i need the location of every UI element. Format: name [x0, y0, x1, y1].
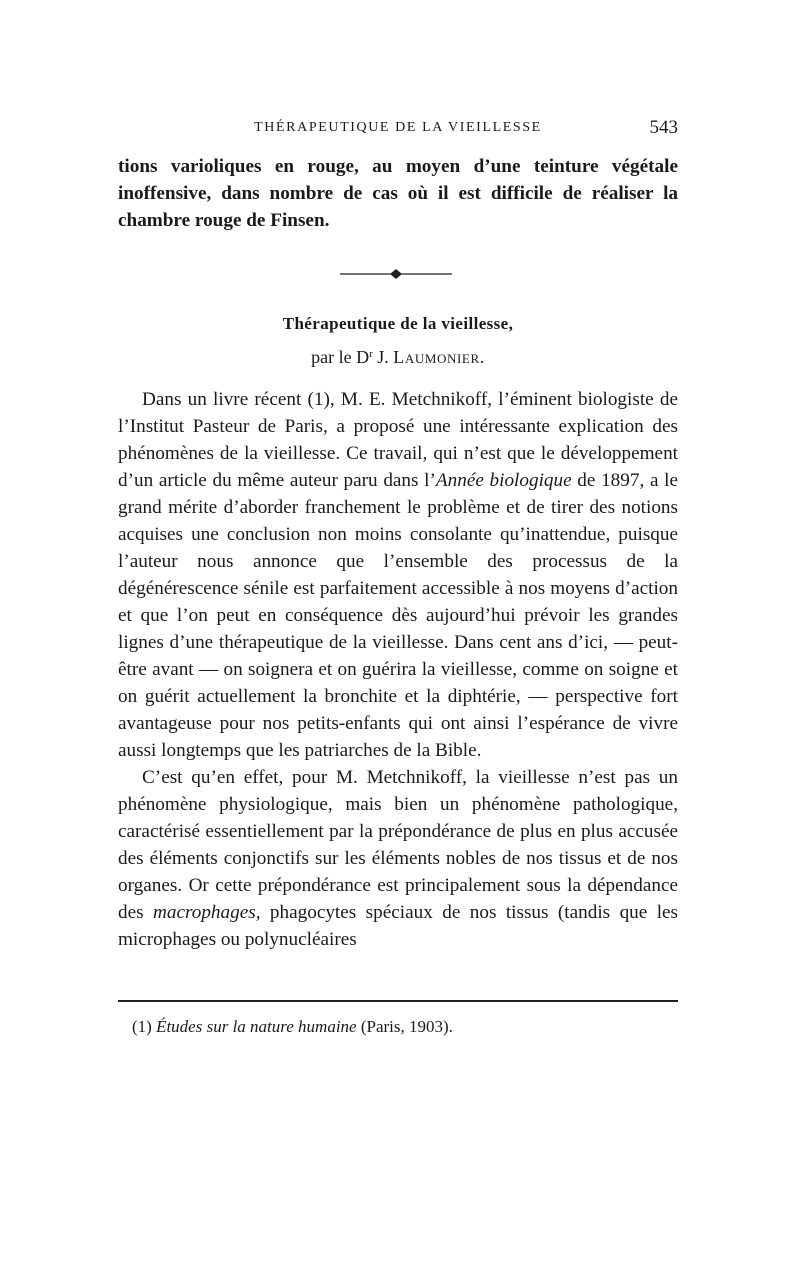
byline-superscript: r — [369, 348, 373, 360]
article-title: Thérapeutique de la vieillesse, — [282, 314, 514, 333]
paragraph — [118, 386, 678, 764]
author-name: Laumonier. — [393, 347, 485, 367]
footnote-text: (Paris, 1903). — [356, 1017, 453, 1036]
page-number: 543 — [649, 117, 678, 138]
paragraph-text: phagocytes spéciaux de nos tissus (tandis que les microphages ou polynucléaires — [118, 902, 679, 950]
byline-initial: J. — [377, 347, 389, 367]
paragraph-text: C’est qu’en effet, pour M. Metchnikoff, la vieillesse n’est pas un phénomène physiologique, mais bien un phénomène pathologique, caractérisé essentiellement par la prépondérance de plus en plus accusée des éléments conjonctifs sur les éléments nobles de nos tissus et de nos organes. Or cette prépondérance est principalement sous la dépendance des — [118, 767, 678, 923]
footnote-italic-title: Études sur la nature humaine — [156, 1017, 357, 1036]
byline-prefix: par le D — [311, 347, 370, 367]
continuation-paragraph: tions varioliques en rouge, au moyen d’une teinture végétale inoffensive, dans nombre de cas où il est difficile de réaliser la chambre rouge de Finsen. — [118, 156, 678, 231]
running-title: THÉRAPEUTIQUE DE LA VIEILLESSE — [254, 120, 542, 135]
footnote — [132, 1017, 672, 1037]
section-divider-ornament — [340, 268, 452, 280]
italic-title: Année biologique — [435, 470, 572, 491]
paragraph-text: de 1897, a le grand mérite d’aborder franchement le problème et de tirer des notions acquises une conclusion non moins consolante qu’inattendue, puisque l’auteur nous annonce que l’ensemble des processus de la dégénérescence sénile est parfaitement accessible à nos moyens d’action et que l’on peut en conséquence dès aujourd’hui prévoir les grandes lignes d’une thérapeutique de la vieillesse. Dans cent ans d’ici, — peut-être avant — on soignera et on guérira la vieillesse, comme on soigne et on guérit actuellement la bronchite et la diphtérie, — perspective fort avantageuse pour nos petits-enfants qui ont ainsi l’espérance de vivre aussi longtemps que les patriarches de la Bible. — [118, 470, 678, 761]
italic-term: macrophages, — [153, 902, 261, 923]
running-head — [118, 118, 678, 140]
footnote-marker: (1) — [132, 1017, 152, 1036]
article-body — [118, 386, 678, 953]
continuation-block — [118, 153, 678, 234]
paragraph-text: Dans un livre récent (1), M. E. Metchnikoff, l’éminent biologiste de l’Institut Pasteur de Paris, a proposé une intéressante explication des phénomènes de la vieillesse. Ce travail, qui n’est que le développement d’un article du même auteur paru dans l’ — [118, 389, 678, 491]
byline — [118, 347, 678, 368]
paragraph — [118, 764, 678, 953]
footnote-divider — [118, 1000, 678, 1002]
